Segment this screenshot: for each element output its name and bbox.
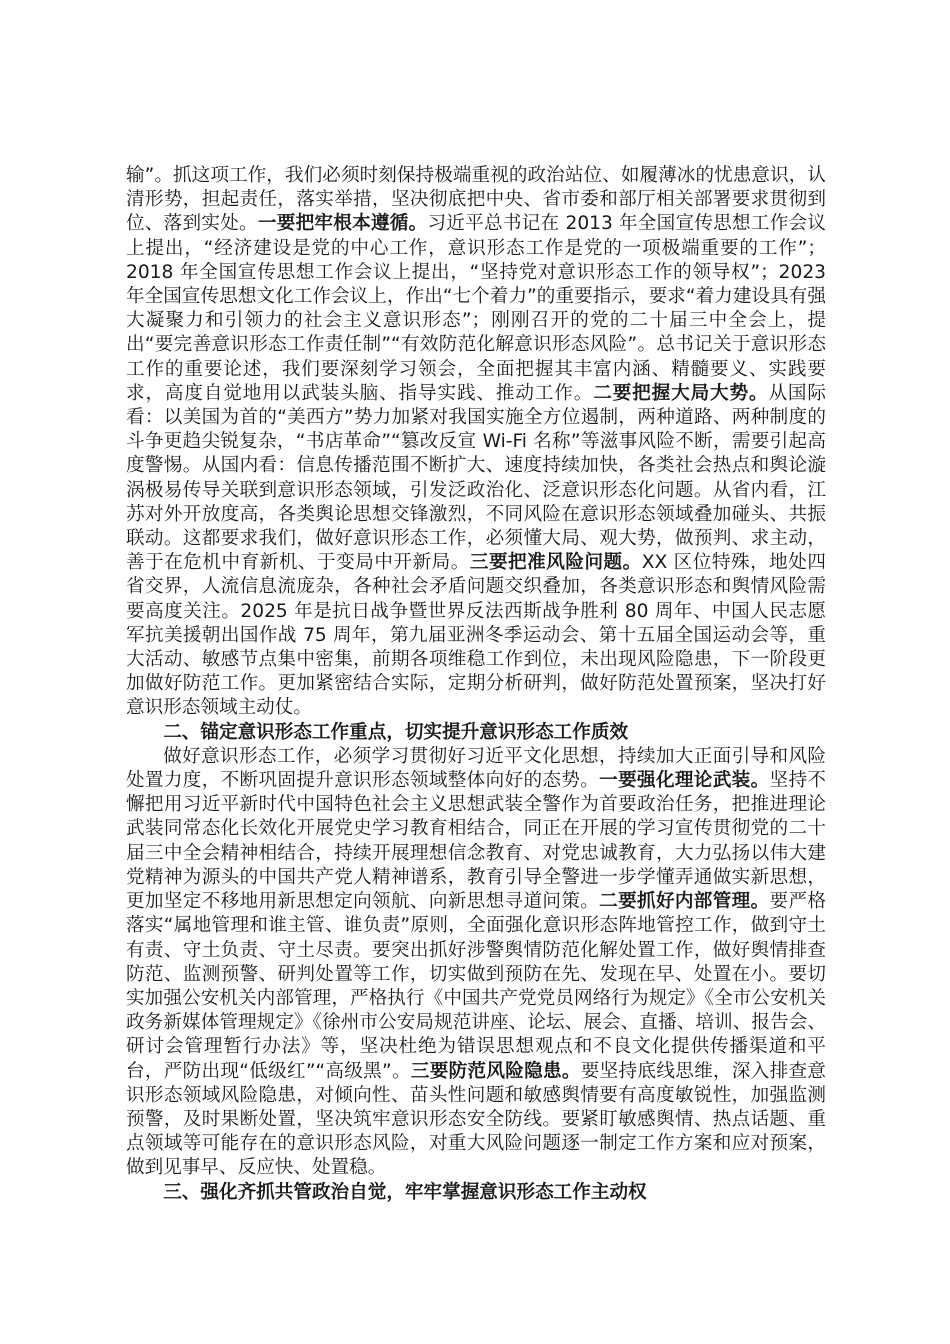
- bold-run: 一要强化理论武装。: [599, 770, 770, 792]
- text-run: 习近平总书记在 2013 年全国宣传思想工作会议上提出，“经济建设是党的中心工作，意识形态工作是党的一项极端重要的工作”；2018 年全国宣传思想工作会议上提出，“坚持党对意识形态工作的领导权”；2023 年全国宣传思想文化工作会议上，作出“七个着力”的重要指示，要求“着力建设具有强大凝聚力和引领力的社会主义意识形态”；刚刚召开的党的二十届三中全会上，提出“要完善意识形态工作责任制”“有效防范化解意识形态风险”。总书记关于意识形态工作的重要论述，我们要深刻学习领会，全面把握其丰富内涵、精髓要义、实践要求，高度自觉地用以武装头脑、指导实践、推动工作。: [126, 213, 826, 404]
- text-run: 做好意识形态工作，必须学习贯彻好习近平文化思想，持续加大正面引导和风险处置力度，不断巩固提升意识形态领域整体向好的态势。: [126, 745, 826, 792]
- bold-run: 一要把牢根本遵循。: [257, 213, 428, 235]
- text-run: 要严格落实“属地管理和谁主管、谁负责”原则，全面强化意识形态阵地管控工作，做到守土有责、守土负责、守土尽责。要突出抓好涉警舆情防范化解处置工作，做好舆情排查防范、监测预警、研判处置等工作，切实做到预防在先、发现在早、处置在小。要切实加强公安机关内部管理，严格执行《中国共产党党员网络行为规定》《全市公安机关政务新媒体管理规定》《徐州市公安局规范讲座、论坛、展会、直播、培训、报告会、研讨会管理暂行办法》等，坚决杜绝为错误思想观点和不良文化提供传播渠道和平台，严防出现“低级红”“高级黑”。: [126, 891, 826, 1082]
- bold-run: 二要抓好内部管理。: [599, 891, 770, 913]
- document-page: [126, 164, 826, 1205]
- bold-run: 三要把准风险问题。: [469, 552, 642, 574]
- bold-run: 三要防范风险隐患。: [410, 1060, 581, 1082]
- text-run: 输”。抓这项工作，我们必须时刻保持极端重视的政治站位、如履薄冰的忧患意识，认清形势，担起责任，落实举措，坚决彻底把中央、省市委和部厅相关部署要求贯彻到位、落到实处。: [126, 165, 826, 235]
- section-heading-3: 三、强化齐抓共管政治自觉，牢牢掌握意识形态工作主动权: [163, 1181, 647, 1203]
- bold-run: 二要把握大局大势。: [593, 382, 769, 404]
- text-run: XX 区位特殊，地处四省交界，人流信息流庞杂，各种社会矛盾问题交织叠加，各类意识形态和舆情风险需要高度关注。2025 年是抗日战争暨世界反法西斯战争胜利 80 周年、中国人民志愿军抗美援朝出国作战 75 周年，第九届亚洲冬季运动会、第十五届全国运动会等，重大活动、敏感节点集中密集，前期各项维稳工作到位，未出现风险隐患，下一阶段更加做好防范工作。更加紧密结合实际，定期分析研判，做好防范处置预案，坚决打好意识形态领域主动仗。: [126, 552, 826, 719]
- section-heading-2: 二、锚定意识形态工作重点，切实提升意识形态工作质效: [163, 721, 629, 743]
- paragraph-2: [126, 745, 826, 1181]
- paragraph-1: [126, 164, 826, 721]
- text-run: 坚持不懈把用习近平新时代中国特色社会主义思想武装全警作为首要政治任务，把推进理论武装同常态化长效化开展党史学习教育相结合，同正在开展的学习宣传贯彻党的二十届三中全会精神相结合，持续开展理想信念教育、对党忠诚教育，大力弘扬以伟大建党精神为源头的中国共产党人精神谱系，教育引导全警进一步学懂弄通做实新思想，更加坚定不移地用新思想定向领航、向新思想寻道问策。: [126, 770, 826, 913]
- text-run: 从国际看：以美国为首的“美西方”势力加紧对我国实施全方位遏制，两种道路、两种制度的斗争更趋尖锐复杂，“书店革命”“篡改反宣 Wi-Fi 名称”等滋事风险不断，需要引起高度警惕。从国内看：信息传播范围不断扩大、速度持续加快，各类社会热点和舆论漩涡极易传导关联到意识形态领域，引发泛政治化、泛意识形态化问题。从省内看，江苏对外开放度高，各类舆论思想交锋激烈，不同风险在意识形态领域叠加碰头、共振联动。这都要求我们，做好意识形态工作，必须懂大局、观大势，做预判、求主动，善于在危机中育新机、于变局中开新局。: [126, 382, 826, 574]
- text-run: 要坚持底线思维，深入排查意识形态领域风险隐患，对倾向性、苗头性问题和敏感舆情要有高度敏锐性，加强监测预警，及时果断处置，坚决筑牢意识形态安全防线。要紧盯敏感舆情、热点话题、重点领域等可能存在的意识形态风险，对重大风险问题逐一制定工作方案和应对预案，做到见事早、反应快、处置稳。: [126, 1060, 826, 1179]
